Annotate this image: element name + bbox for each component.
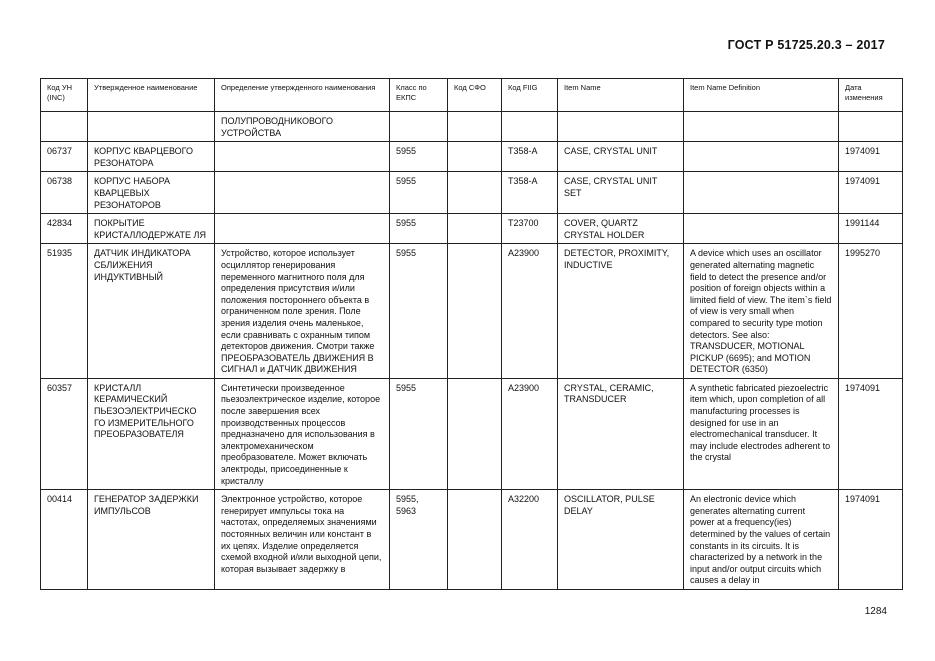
column-header-sfo: Код СФО (448, 79, 502, 112)
cell-class: 5955 (390, 244, 448, 379)
cell-item-name: CASE, CRYSTAL UNIT SET (558, 172, 684, 214)
cell-date: 1974091 (839, 142, 903, 172)
cell-name: КОРПУС НАБОРА КВАРЦЕВЫХ РЕЗОНАТОРОВ (88, 172, 215, 214)
cell-item-name: COVER, QUARTZ CRYSTAL HOLDER (558, 214, 684, 244)
cell-name: ПОКРЫТИЕ КРИСТАЛЛОДЕРЖАТЕ ЛЯ (88, 214, 215, 244)
cell-class (390, 112, 448, 142)
cell-inc: 06738 (41, 172, 88, 214)
cell-fiig: A32200 (502, 490, 558, 590)
cell-date: 1974091 (839, 378, 903, 489)
cell-date: 1974091 (839, 172, 903, 214)
cell-definition: ПОЛУПРОВОДНИКОВОГО УСТРОЙСТВА (215, 112, 390, 142)
column-header-approved-name: Утвержденное наименование (88, 79, 215, 112)
column-header-definition: Определение утвержденного наименования (215, 79, 390, 112)
cell-class: 5955 (390, 214, 448, 244)
cell-fiig: A23900 (502, 378, 558, 489)
cell-sfo (448, 172, 502, 214)
cell-definition: Синтетически произведенное пьезоэлектрическое изделие, которое после завершения всех производственных процессов предназначено для использования в электромеханическом преобразователе. Может включать электроды, присоединенные к кристаллу (215, 378, 390, 489)
cell-name: ДАТЧИК ИНДИКАТОРА СБЛИЖЕНИЯ ИНДУКТИВНЫЙ (88, 244, 215, 379)
cell-item-definition (684, 172, 839, 214)
cell-item-definition (684, 214, 839, 244)
cell-definition (215, 214, 390, 244)
cell-item-name: OSCILLATOR, PULSE DELAY (558, 490, 684, 590)
cell-date: 1974091 (839, 490, 903, 590)
cell-date: 1991144 (839, 214, 903, 244)
table-row (41, 244, 903, 379)
cell-item-name: CASE, CRYSTAL UNIT (558, 142, 684, 172)
cell-class: 5955 (390, 172, 448, 214)
cell-inc: 51935 (41, 244, 88, 379)
cell-item-definition (684, 142, 839, 172)
cell-name: КРИСТАЛЛ КЕРАМИЧЕСКИЙ ПЬЕЗОЭЛЕКТРИЧЕСКО ГО ИЗМЕРИТЕЛЬНОГО ПРЕОБРАЗОВАТЕЛЯ (88, 378, 215, 489)
specification-table (40, 78, 903, 590)
cell-sfo (448, 142, 502, 172)
cell-definition: Электронное устройство, которое генерирует импульсы тока на частотах, определяемых значениями постоянных величин или констант в их цепях. Изделие определяется схемой входной и/или выходной цепи, которая вызывает задержку в (215, 490, 390, 590)
column-header-item-name-definition: Item Name Definition (684, 79, 839, 112)
cell-item-definition: A device which uses an oscillator generated alternating magnetic field to detect the presence and/or position of foreign objects within a limited field of view. The item`s field of view is very small when compared to security type motion detectors. See also: TRANSDUCER, MOTIONAL PICKUP (6695); and MOTION DETECTOR (6350) (684, 244, 839, 379)
cell-sfo (448, 214, 502, 244)
cell-inc: 06737 (41, 142, 88, 172)
column-header-class: Класс по ЕКПС (390, 79, 448, 112)
cell-name (88, 112, 215, 142)
cell-item-definition: An electronic device which generates alternating current power at a frequency(ies) determined by the values of certain constants in its circuits. It is characterized by a network in the input and/or output circuits which causes a delay in (684, 490, 839, 590)
table-row (41, 142, 903, 172)
cell-item-name (558, 112, 684, 142)
column-header-date: Дата изменения (839, 79, 903, 112)
cell-definition: Устройство, которое использует осциллятор генерирования переменного магнитного поля для определения присутствия и/или положения постороннего объекта в ограниченном поле зрения. Поле зрения изделия очень маленькое, если сравнивать с охранным типом детекторов движения. Смотри также ПРЕОБРАЗОВАТЕЛЬ ДВИЖЕНИЯ В СИГНАЛ и ДАТЧИК ДВИЖЕНИЯ (215, 244, 390, 379)
cell-inc: 42834 (41, 214, 88, 244)
cell-name: ГЕНЕРАТОР ЗАДЕРЖКИ ИМПУЛЬСОВ (88, 490, 215, 590)
table-row (41, 112, 903, 142)
cell-sfo (448, 490, 502, 590)
cell-date (839, 112, 903, 142)
cell-inc: 00414 (41, 490, 88, 590)
table-row (41, 214, 903, 244)
table-row (41, 490, 903, 590)
cell-sfo (448, 112, 502, 142)
page-number: 1284 (864, 606, 887, 617)
document-header: ГОСТ Р 51725.20.3 – 2017 (727, 38, 885, 52)
cell-inc (41, 112, 88, 142)
cell-inc: 60357 (41, 378, 88, 489)
column-header-item-name: Item Name (558, 79, 684, 112)
cell-sfo (448, 378, 502, 489)
cell-class: 5955 (390, 378, 448, 489)
column-header-inc: Код УН (INC) (41, 79, 88, 112)
cell-fiig: T23700 (502, 214, 558, 244)
table-row (41, 378, 903, 489)
cell-fiig (502, 112, 558, 142)
cell-class: 5955, 5963 (390, 490, 448, 590)
cell-item-definition: A synthetic fabricated piezoelectric item which, upon completion of all manufacturing processes is designed for use in an electromechanical transducer. It may include electrodes adherent to the crystal (684, 378, 839, 489)
cell-item-definition (684, 112, 839, 142)
cell-item-name: DETECTOR, PROXIMITY, INDUCTIVE (558, 244, 684, 379)
cell-item-name: CRYSTAL, CERAMIC, TRANSDUCER (558, 378, 684, 489)
cell-class: 5955 (390, 142, 448, 172)
cell-definition (215, 172, 390, 214)
column-header-fiig: Код FIIG (502, 79, 558, 112)
cell-fiig: T358-A (502, 172, 558, 214)
cell-fiig: A23900 (502, 244, 558, 379)
cell-date: 1995270 (839, 244, 903, 379)
cell-definition (215, 142, 390, 172)
cell-sfo (448, 244, 502, 379)
table-row (41, 172, 903, 214)
table-header-row (41, 79, 903, 112)
cell-fiig: T358-A (502, 142, 558, 172)
cell-name: КОРПУС КВАРЦЕВОГО РЕЗОНАТОРА (88, 142, 215, 172)
